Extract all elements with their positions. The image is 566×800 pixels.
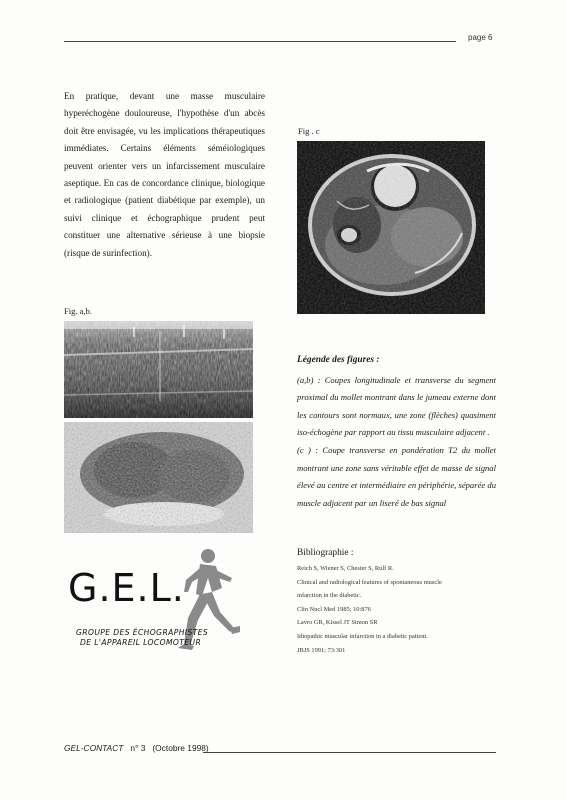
legend-c: (c ) : Coupe transverse en pondération T2 du mollet montrant une zone sans véritable effet de masse de signal élevé au centre et intermédiaire en périphérie, séparée du muscle adjacent par un liseré de bas signal (297, 444, 496, 508)
legend-title: Légende des figures : (297, 355, 380, 365)
fig-c-label: Fig . c (298, 126, 320, 136)
main-paragraph: En pratique, devant une masse musculaire hyperéchogène douloureuse, l'hypothèse d'un abcès doit être envisagée, vu les implications thérapeutiques immédiates. Certains éléments séméiologiques peuvent orienter vers un infarcissement musculaire aseptique. En cas de concordance clinique, biologique et radiologique (patient diabétique par exemple), un suivi clinique et échographique prudent peut constituer une alternative sérieuse à une biopsie (risque de surinfection). (64, 91, 265, 258)
logo-line-1: GROUPE DES ÉCHOGRAPHISTES (76, 628, 209, 637)
footer-date: (Octobre 1998) (152, 743, 209, 753)
header-rule (64, 41, 456, 42)
page-number: page 6 (468, 33, 493, 42)
bibliography-heading: Bibliographie : (297, 548, 354, 558)
bibliography-line: Reich S, Wiener S, Chester S, Rulf R. (297, 565, 394, 572)
bibliography-line: Clinical and radiological features of spontaneous muscle (297, 578, 442, 586)
bibliography-line: Clin Nucl Med 1985; 10:876 (297, 605, 371, 613)
mri-transverse-image (297, 141, 485, 314)
ultrasound-transverse-image (64, 422, 253, 533)
fig-ab-label: Fig. a,b. (64, 306, 92, 316)
bibliography-line: Idiopathic muscular infarction in a diabetic patient. (297, 632, 428, 640)
figure-legend (297, 352, 496, 512)
ultrasound-longitudinal-image (64, 321, 253, 418)
footer-rule (203, 752, 496, 753)
logo-line-2: DE L'APPAREIL LOCOMOTEUR (80, 638, 202, 647)
legend-ab: (a,b) : Coupes longitudinale et transverse du segment proximal du mollet montrant dans le jumeau externe dont les contours sont normaux, une zone (flèches) quasiment iso-échogène par rapport au tissu musculaire adjacent . (297, 374, 496, 438)
logo-text (76, 628, 208, 648)
bibliography (297, 548, 507, 657)
bibliography-line: Lavro GR, Kissel JT Simon SR (297, 619, 378, 627)
footer-citation (64, 743, 209, 753)
logo-acronym: G.E.L. (68, 566, 185, 610)
footer-journal: GEL-CONTACT (64, 743, 124, 753)
bibliography-line: infarction in the diabetic. (297, 592, 362, 600)
gel-logo (64, 548, 254, 658)
footer-issue: n° 3 (130, 743, 146, 753)
bibliography-line: JBJS 1991; 73:301 (297, 646, 346, 654)
